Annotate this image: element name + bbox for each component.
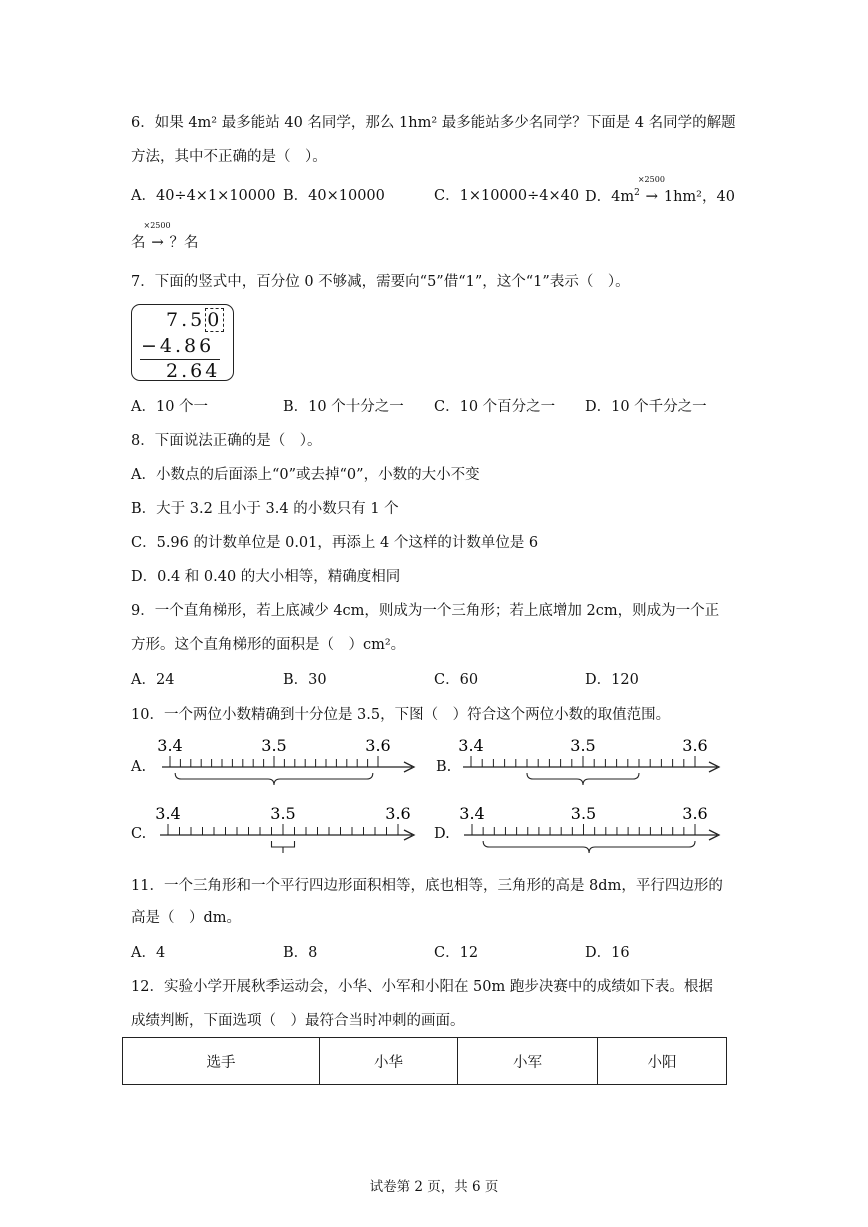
range-brace: [272, 841, 295, 853]
q6-option-d-post: 1hm²，40: [663, 189, 735, 205]
q9-option-a: A．24: [131, 672, 175, 688]
number-line-label-a: A.: [131, 759, 147, 775]
q7-option-d: D．10 个千分之一: [585, 399, 707, 415]
tick-label: 3.5: [261, 736, 287, 755]
calc-row-minuend: 7.5 0: [166, 309, 223, 331]
tick-label: 3.5: [270, 804, 296, 823]
q11-option-d: D．16: [585, 945, 630, 961]
page-footer: 试卷第 2 页，共 6 页: [369, 1179, 499, 1195]
q6-option-a: A．40÷4×1×10000: [131, 188, 276, 204]
q9-option-c: C．60: [434, 672, 479, 688]
number-line-label-b: B.: [436, 759, 452, 775]
q8-option-d: D．0.4 和 0.40 的大小相等，精确度相同: [131, 569, 401, 585]
table-row: [123, 1038, 727, 1085]
tick-label: 3.6: [385, 804, 411, 823]
q8-option-b: B．大于 3.2 且小于 3.4 的小数只有 1 个: [131, 501, 399, 517]
number-line-a: [150, 735, 420, 790]
q9-option-d: D．120: [585, 672, 639, 688]
calc-row-result: 2.64: [166, 360, 221, 382]
q6-option-c: C．1×10000÷4×40: [434, 188, 580, 204]
tick-label: 3.6: [682, 736, 708, 755]
tick-label: 3.4: [155, 804, 181, 823]
number-line-c: [150, 803, 420, 858]
q6-option-d-continued: 名 ×2500 → ？名: [131, 221, 199, 251]
q11-option-b: B．8: [283, 945, 318, 961]
tick-label: 3.6: [682, 804, 708, 823]
boxed-digit: 0: [207, 309, 223, 331]
table-header-cell: 小阳: [598, 1038, 727, 1085]
q7-option-b: B．10 个十分之一: [283, 399, 404, 415]
q6-option-d-pre: D．4m: [585, 189, 635, 205]
q9-stem-line1: 9．一个直角梯形，若上底减少 4cm，则成为一个三角形；若上底增加 2cm，则成为一个正: [131, 603, 720, 619]
number-line-label-c: C.: [131, 826, 147, 842]
arrow-icon: ×2500 →: [143, 221, 171, 251]
tick-label: 3.5: [570, 804, 597, 823]
results-table: [122, 1037, 727, 1085]
q6-stem-line1: 6．如果 4m² 最多能站 40 名同学，那么 1hm² 最多能站多少名同学？下面是 4 名同学的解题: [131, 115, 736, 131]
q6-option-b: B．40×10000: [283, 188, 385, 204]
q12-stem-line1: 12．实验小学开展秋季运动会，小华、小军和小阳在 50m 跑步决赛中的成绩如下表。根据: [131, 979, 713, 995]
tick-label: 3.5: [570, 736, 596, 755]
q6-stem-line2: 方法，其中不正确的是（ ）。: [131, 149, 327, 165]
table-header-cell: 小华: [320, 1038, 458, 1085]
table-header-cell: 选手: [123, 1038, 320, 1085]
q11-stem-line1: 11．一个三角形和一个平行四边形面积相等，底也相等，三角形的高是 8dm，平行四边形的: [131, 878, 723, 894]
range-brace: [483, 841, 695, 853]
q7-option-c: C．10 个百分之一: [434, 399, 556, 415]
tick-label: 3.4: [458, 736, 484, 755]
q8-option-a: A．小数点的后面添上“0”或去掉“0”，小数的大小不变: [131, 467, 480, 483]
q11-option-c: C．12: [434, 945, 479, 961]
q9-stem-line2: 方形。这个直角梯形的面积是（ ）cm²。: [131, 637, 406, 653]
q11-option-a: A．4: [131, 945, 166, 961]
table-header-cell: 小军: [458, 1038, 598, 1085]
q6-option-d: D．$4m^2$ ×2500 → 1hm²，40: [585, 175, 735, 205]
number-line-d: [455, 803, 725, 858]
tick-label: 3.4: [459, 804, 485, 823]
q8-stem: 8．下面说法正确的是（ ）。: [131, 433, 322, 449]
tick-label: 3.6: [365, 736, 391, 755]
q9-option-b: B．30: [283, 672, 327, 688]
q12-stem-line2: 成绩判断，下面选项（ ）最符合当时冲刺的画面。: [131, 1013, 465, 1029]
q7-option-a: A．10 个一: [131, 399, 209, 415]
number-line-b: [455, 735, 725, 790]
range-brace: [527, 773, 639, 785]
number-line-label-d: D.: [434, 826, 450, 842]
q10-stem: 10．一个两位小数精确到十分位是 3.5，下图（ ）符合这个两位小数的取值范围。: [131, 707, 671, 723]
range-brace: [175, 773, 373, 785]
q11-stem-line2: 高是（ ）dm。: [131, 910, 242, 926]
q8-option-c: C．5.96 的计数单位是 0.01，再添上 4 个这样的计数单位是 6: [131, 535, 539, 551]
tick-label: 3.4: [157, 736, 183, 755]
arrow-icon: ×2500 →: [637, 175, 665, 205]
calc-row-subtrahend: −4.86: [141, 335, 215, 357]
q7-stem: 7．下面的竖式中，百分位 0 不够减，需要向“5”借“1”，这个“1”表示（ ）。: [131, 274, 630, 290]
